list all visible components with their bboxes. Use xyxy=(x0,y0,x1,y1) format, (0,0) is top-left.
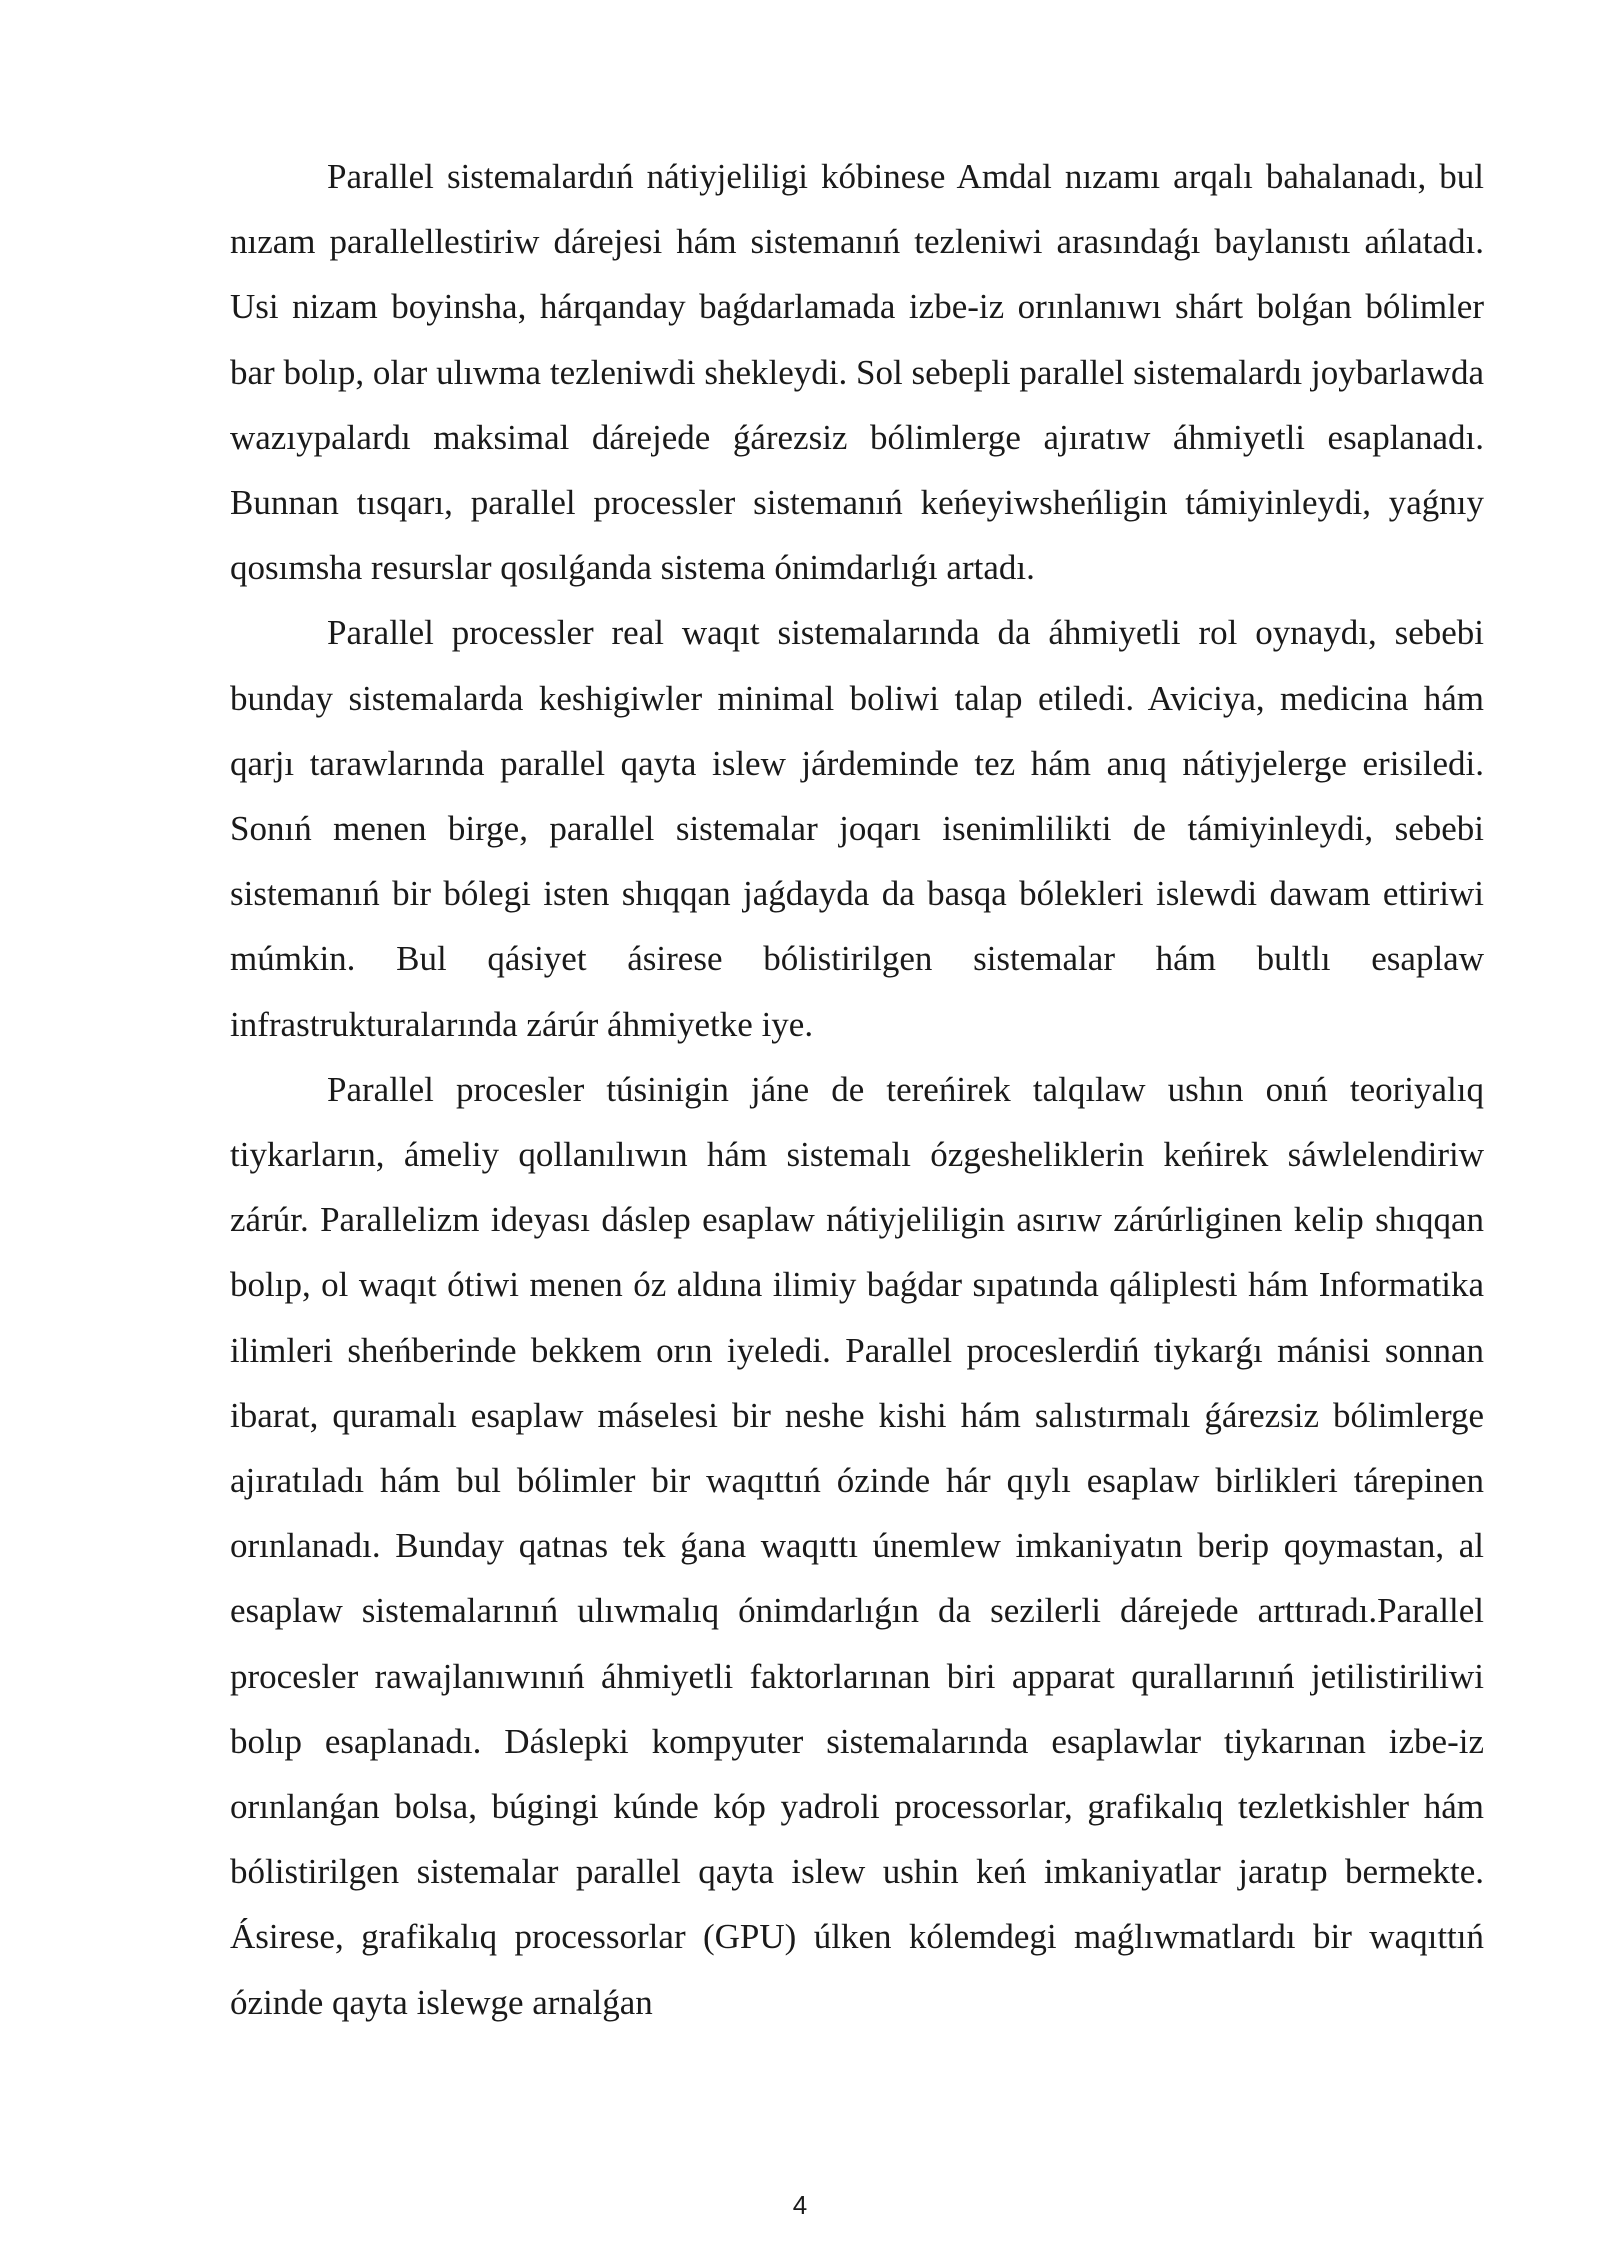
page-number: 4 xyxy=(792,2190,808,2220)
paragraph-parallelism-theory: Parallel procesler túsinigin jáne de tereńirek talqılaw ushın onıń teoriyalıq tiykarların, ámeliy qollanılıwın hám sistemalı ózgesheliklerin keńirek sáwlelendiriw zárúr. Parallelizm ideyası dáslep esaplaw nátiyjeliligin asırıw zárúrliginen kelip shıqqan bolıp, ol waqıt ótiwi menen óz aldına ilimiy baǵdar sıpatında qáliplesti hám Informatika ilimleri sheńberinde bekkem orın iyeledi. Parallel proceslerdiń tiykarǵı mánisi sonnan ibarat, quramalı esaplaw máselesi bir neshe kishi hám salıstırmalı ǵárezsiz bólimlerge ajıratıladı hám bul bólimler bir waqıttıń ózinde hár qıylı esaplaw birlikleri tárepinen orınlanadı. Bunday qatnas tek ǵana waqıttı únemlew imkaniyatın berip qoymastan, al esaplaw sistemalarınıń ulıwmalıq ónimdarlıǵın da sezilerli dárejede arttıradı.Parallel procesler rawajlanıwınıń áhmiyetli faktorlarınan biri apparat qurallarınıń jetilistiriliwi bolıp esaplanadı. Dáslepki kompyuter sistemalarında esaplawlar tiykarınan izbe-iz orınlanǵan bolsa, búgingi kúnde kóp yadroli processorlar, grafikalıq tezletkishler hám bólistirilgen sistemalar parallel qayta islew ushin keń imkaniyatlar jaratıp bermekte. Ásirese, grafikalıq processorlar (GPU) úlken kólemdegi maǵlıwmatlardı bir waqıttıń ózinde qayta islewge arnalǵan xyxy=(230,1069,1484,2022)
paragraph-real-time-systems: Parallel processler real waqıt sistemalarında da áhmiyetli rol oynaydı, sebebi bunday sistemalarda keshigiwler minimal boliwi talap etiledi. Aviciya, medicina hám qarjı tarawlarında parallel qayta islew járdeminde tez hám anıq nátiyjelerge erisiledi. Sonıń menen birge, parallel sistemalar joqarı isenimlilikti de támiyinleydi, sebebi sistemanıń bir bólegi isten shıqqan jaǵdayda da basqa bólekleri islewdi dawam ettiriwi múmkin. Bul qásiyet ásirese bólistirilgen sistemalar hám bultlı esaplaw infrastrukturalarında zárúr áhmiyetke iye. xyxy=(230,613,1484,1044)
body-text xyxy=(230,144,1484,2035)
paragraph-amdahl-law: Parallel sistemalardıń nátiyjeliligi kóbinese Amdal nızamı arqalı bahalanadı, bul nızam parallellestiriw dárejesi hám sistemanıń tezleniwi arasındaǵı baylanıstı ańlatadı. Usi nizam boyinsha, hárqanday baǵdarlamada izbe-iz orınlanıwı shárt bolǵan bólimler bar bolıp, olar ulıwma tezleniwdi shekleydi. Sol sebepli parallel sistemalardı joybarlawda wazıypalardı maksimal dárejede ǵárezsiz bólimlerge ajıratıw áhmiyetli esaplanadı. Bunnan tısqarı, parallel processler sistemanıń keńeyiwsheńligin támiyinleydi, yaǵnıy qosımsha resurslar qosılǵanda sistema ónimdarlıǵı artadı. xyxy=(230,157,1484,588)
